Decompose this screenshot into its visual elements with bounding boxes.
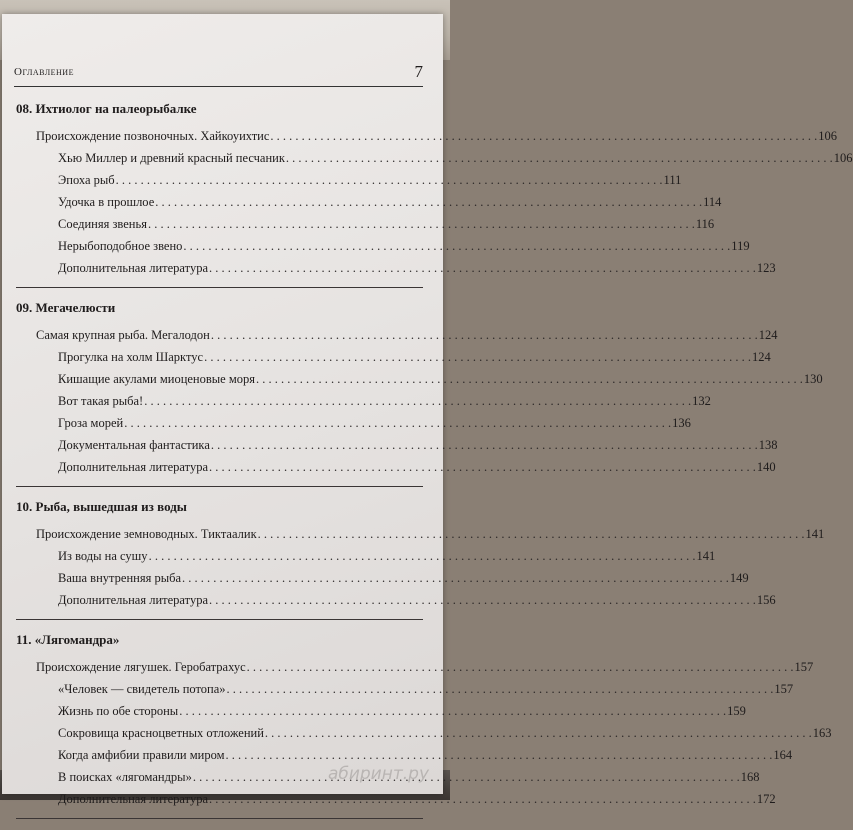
entry-title: Хью Миллер и древний красный песчаник	[58, 151, 285, 165]
entry-title: Из воды на сушу	[58, 549, 148, 563]
entry-title: Дополнительная литература	[58, 261, 208, 275]
section-rule	[16, 818, 423, 819]
entry-title: Эпоха рыб	[58, 173, 115, 187]
entry-page-number: 106	[818, 129, 838, 143]
table-of-contents	[16, 100, 853, 830]
entry-title: Дополнительная литература	[58, 593, 208, 607]
running-title: Оглавление	[14, 66, 74, 78]
dot-leader	[179, 700, 726, 722]
dot-leader	[211, 434, 758, 456]
dot-leader	[211, 324, 758, 346]
dot-leader	[155, 191, 702, 213]
section-title: 08. Ихтиолог на палеорыбалке	[16, 101, 197, 116]
dot-leader	[204, 346, 751, 368]
entry-title: Гроза морей	[58, 416, 124, 430]
entry-page-number: 164	[773, 748, 793, 762]
entry-title: Нерыбоподобное звено	[58, 239, 183, 253]
entry-page-number: 132	[692, 394, 711, 408]
toc-entry	[16, 346, 771, 368]
toc-entry	[16, 700, 746, 722]
entry-title: «Человек — свидетель потопа»	[58, 682, 226, 696]
header-rule	[14, 86, 423, 87]
dot-leader	[209, 257, 756, 279]
entry-title: Удочка в прошлое	[58, 195, 155, 209]
toc-section	[16, 299, 823, 487]
dot-leader	[144, 390, 691, 412]
dot-leader	[286, 147, 833, 169]
dot-leader	[265, 722, 812, 744]
toc-entry	[16, 324, 778, 346]
toc-entry	[16, 523, 825, 545]
toc-entry	[16, 390, 711, 412]
section-rule	[16, 619, 423, 620]
toc-entry	[16, 235, 750, 257]
entry-page-number: 141	[805, 527, 825, 541]
toc-entry	[16, 656, 814, 678]
entry-page-number: 157	[774, 682, 794, 696]
running-head	[14, 62, 423, 82]
entry-title: Когда амфибии правили миром	[58, 748, 225, 762]
entry-title: Происхождение земноводных. Тиктаалик	[36, 527, 257, 541]
entry-title: Кишащие акулами миоценовые моря	[58, 372, 256, 386]
book-page	[2, 14, 853, 806]
entry-title: Сокровища красноцветных отложений	[58, 726, 264, 740]
entry-page-number: 149	[729, 571, 749, 585]
dot-leader	[209, 589, 756, 611]
toc-section	[16, 498, 825, 620]
entry-page-number: 123	[756, 261, 776, 275]
entry-page-number: 116	[695, 217, 715, 231]
dot-leader	[116, 169, 663, 191]
toc-entry	[16, 412, 691, 434]
dot-leader	[193, 766, 740, 788]
section-title: 11. «Лягомандра»	[16, 632, 120, 647]
entry-title: В поисках «лягомандры»	[58, 770, 192, 784]
entry-title: Дополнительная литература	[58, 460, 208, 474]
section-title: 10. Рыба, вышедшая из воды	[16, 499, 187, 514]
toc-entry	[16, 678, 794, 700]
entry-page-number: 172	[756, 792, 776, 806]
dot-leader	[209, 456, 756, 478]
entry-page-number: 119	[731, 239, 750, 253]
page-number: 7	[414, 62, 423, 81]
toc-section	[16, 100, 853, 288]
toc-entry	[16, 434, 778, 456]
entry-page-number: 140	[756, 460, 776, 474]
dot-leader	[256, 368, 803, 390]
section-title: 09. Мегачелюсти	[16, 300, 116, 315]
toc-section	[16, 631, 832, 819]
entry-page-number: 124	[751, 350, 771, 364]
entry-page-number: 106	[833, 151, 853, 165]
toc-entry	[16, 567, 749, 589]
dot-leader	[247, 656, 794, 678]
entry-page-number: 141	[696, 549, 716, 563]
dot-leader	[149, 545, 696, 567]
toc-entry	[16, 368, 823, 390]
entry-page-number: 124	[758, 328, 778, 342]
dot-leader	[183, 235, 730, 257]
entry-page-number: 159	[727, 704, 746, 718]
toc-entry	[16, 147, 853, 169]
entry-page-number: 136	[672, 416, 691, 430]
entry-title: Прогулка на холм Шарктус	[58, 350, 204, 364]
watermark: абиринт.ру	[327, 764, 429, 784]
section-rule	[16, 287, 423, 288]
entry-title: Происхождение позвоночных. Хайкоуихтис	[36, 129, 270, 143]
entry-page-number: 157	[794, 660, 814, 674]
toc-entry	[16, 257, 776, 279]
dot-leader	[148, 213, 695, 235]
entry-title: Ваша внутренняя рыба	[58, 571, 181, 585]
dot-leader	[182, 567, 729, 589]
entry-title: Соединяя звенья	[58, 217, 147, 231]
entry-title: Жизнь по обе стороны	[58, 704, 179, 718]
entry-title: Происхождение лягушек. Геробатрахус	[36, 660, 246, 674]
entry-title: Самая крупная рыба. Мегалодон	[36, 328, 210, 342]
toc-entry	[16, 456, 776, 478]
entry-page-number: 163	[812, 726, 832, 740]
entry-page-number: 114	[703, 195, 722, 209]
toc-entry	[16, 722, 832, 744]
section-rule	[16, 486, 423, 487]
entry-page-number: 156	[756, 593, 776, 607]
entry-page-number: 168	[740, 770, 760, 784]
toc-entry	[16, 169, 682, 191]
entry-page-number: 138	[758, 438, 778, 452]
entry-title: Вот такая рыба!	[58, 394, 144, 408]
toc-entry	[16, 589, 776, 611]
toc-entry	[16, 191, 722, 213]
entry-title: Документальная фантастика	[58, 438, 210, 452]
dot-leader	[227, 678, 774, 700]
dot-leader	[124, 412, 671, 434]
dot-leader	[209, 788, 756, 810]
toc-entry	[16, 213, 715, 235]
toc-entry	[16, 545, 716, 567]
entry-page-number: 111	[663, 173, 682, 187]
entry-title: Дополнительная литература	[58, 792, 208, 806]
dot-leader	[226, 744, 773, 766]
entry-page-number: 130	[803, 372, 823, 386]
dot-leader	[270, 125, 817, 147]
toc-entry	[16, 125, 838, 147]
dot-leader	[258, 523, 805, 545]
toc-entry	[16, 744, 793, 766]
toc-entry	[16, 788, 776, 810]
